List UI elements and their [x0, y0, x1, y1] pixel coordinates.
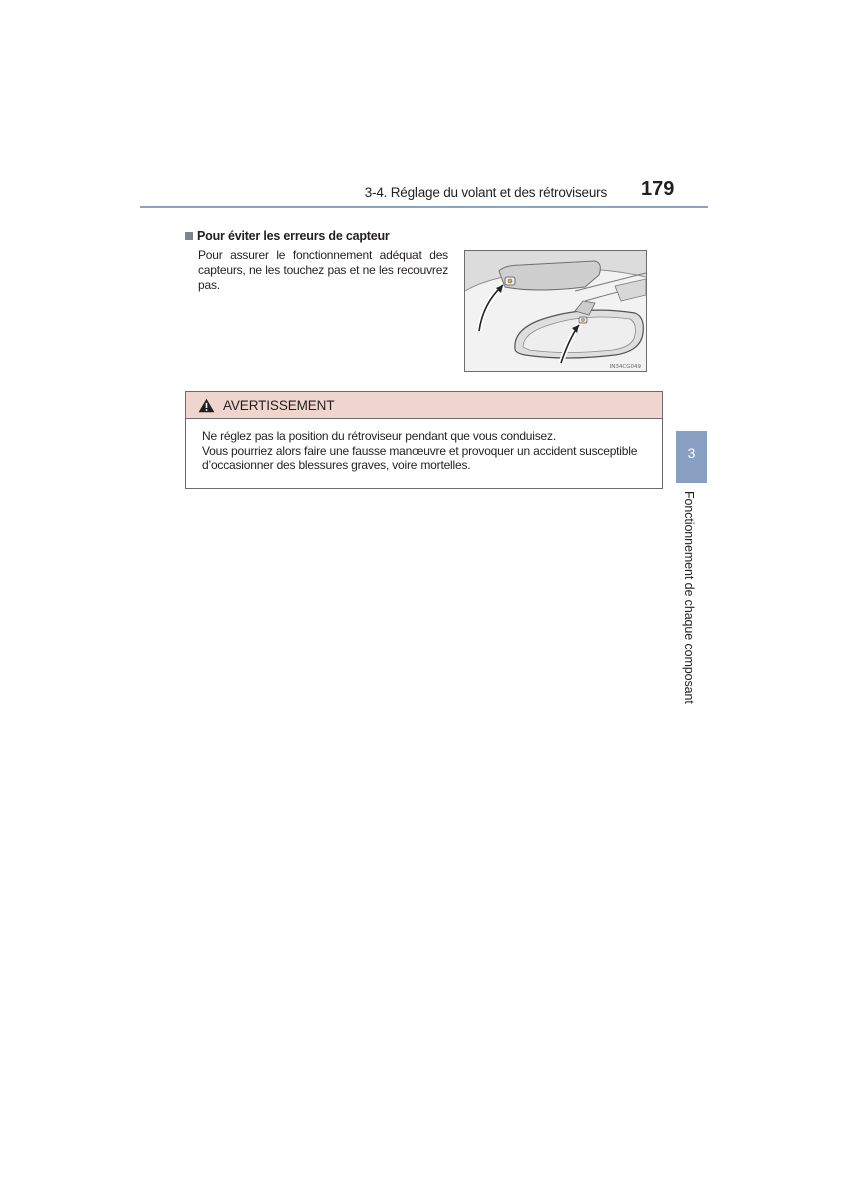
warning-box — [185, 391, 663, 489]
sensor-illustration — [464, 250, 647, 372]
warning-body — [186, 419, 662, 473]
illustration-code: IN34CG049 — [609, 364, 641, 370]
warning-header — [186, 392, 662, 419]
header-divider — [140, 206, 708, 208]
mirror-sensor-drawing — [465, 251, 646, 371]
page-number: 179 — [641, 178, 675, 200]
section-heading — [185, 229, 390, 243]
running-header-title: 3-4. Réglage du volant et des rétroviseurs — [364, 185, 607, 200]
section-heading-text: Pour éviter les erreurs de capteur — [197, 229, 390, 243]
section-body-text: Pour assurer le fonctionnement adéquat des capteurs, ne les touchez pas et ne les recouvrez pas. — [198, 248, 448, 292]
bullet-square-icon — [185, 232, 193, 240]
warning-triangle-icon — [198, 398, 215, 413]
warning-line-1: Ne réglez pas la position du rétroviseur pendant que vous conduisez. — [202, 429, 556, 443]
warning-line-2: Vous pourriez alors faire une fausse manœuvre et provoquer un accident susceptible d’occasionner des blessures graves, voire mortelles. — [202, 443, 638, 472]
chapter-label: Fonctionnement de chaque composant — [682, 491, 696, 704]
warning-title: AVERTISSEMENT — [223, 397, 335, 413]
chapter-tab: 3 — [676, 431, 707, 483]
